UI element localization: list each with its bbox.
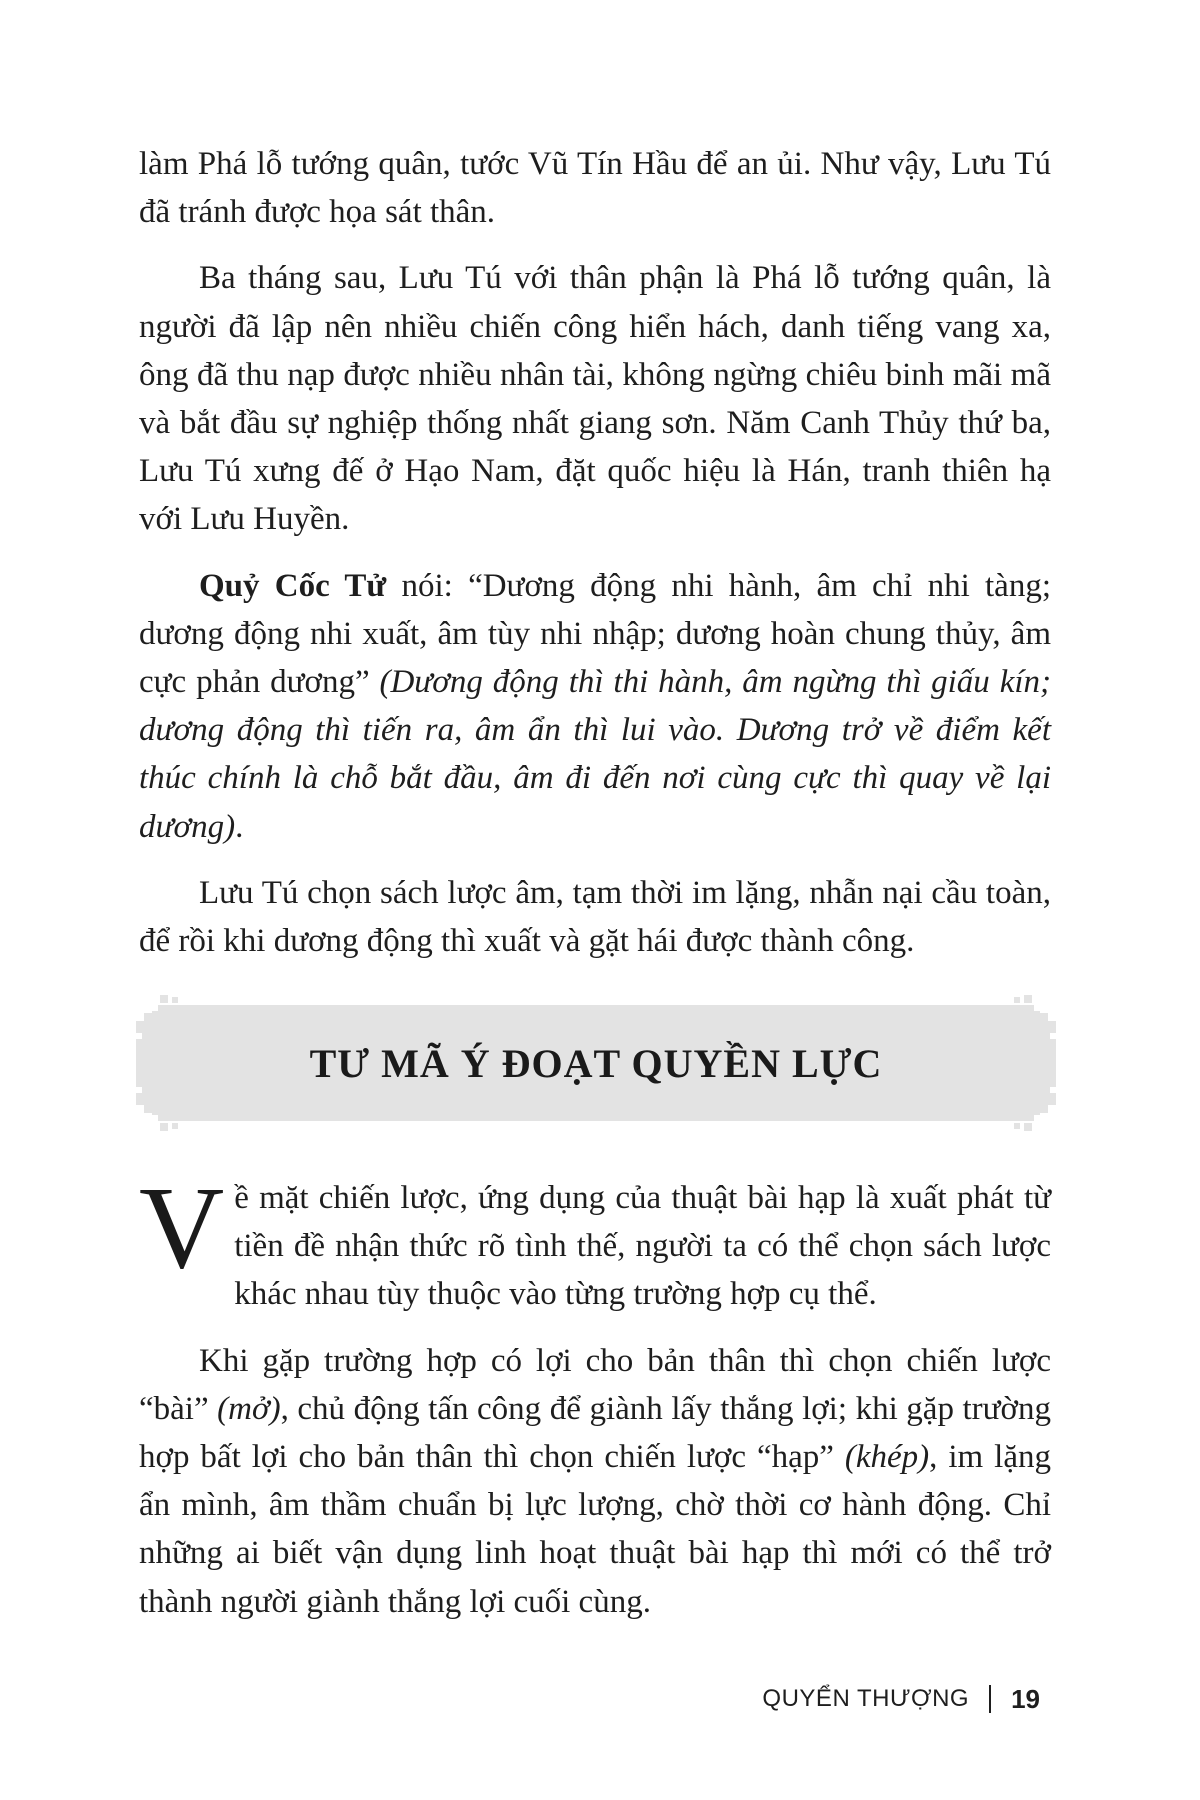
bottom-text-block xyxy=(139,1162,1052,1626)
section-title: TƯ MÃ Ý ĐOẠT QUYỀN LỰC xyxy=(309,1040,883,1086)
running-head: QUYỂN THƯỢNG xyxy=(762,1685,970,1712)
quote-text: nói: “Dương động nhi hành, âm chỉ nhi tàng; dương động nhi xuất, âm tùy nhi nhập; dương hoàn chung thủy, âm cực phản dương” xyxy=(139,567,1051,701)
paragraph-text: Khi gặp trường hợp có lợi cho bản thân thì chọn chiến lược “bài” xyxy=(139,1342,1051,1427)
paragraph xyxy=(139,140,1051,236)
paragraph-text: Ba tháng sau, Lưu Tú với thân phận là Phá lỗ tướng quân, là người đã lập nên nhiều chiến công hiển hách, danh tiếng vang xa, ông đã thu nạp được nhiều nhân tài, không ngừng chiêu binh mãi mã và bắt đầu sự nghiệp thống nhất giang sơn. Năm Canh Thủy thứ ba, Lưu Tú xưng đế ở Hạo Nam, đặt quốc hiệu là Hán, tranh thiên hạ với Lưu Huyền. xyxy=(139,260,1051,538)
italic-term: (mở) xyxy=(217,1390,281,1427)
page-number: 19 xyxy=(1011,1683,1040,1714)
drop-cap-paragraph xyxy=(139,1162,1051,1319)
top-text-block xyxy=(139,140,1051,965)
section-heading-banner xyxy=(136,993,1056,1133)
punctuation: . xyxy=(235,808,244,845)
quote-paragraph xyxy=(139,562,1051,851)
paragraph-text: làm Phá lỗ tướng quân, tước Vũ Tín Hầu để an ủi. Như vậy, Lưu Tú đã tránh được họa sát thân. xyxy=(139,146,1051,231)
paragraph xyxy=(139,1337,1051,1626)
paragraph-text: , chủ động tấn công để giành lấy thắng lợi; khi gặp trường hợp bất lợi cho bản thân thì chọn chiến lược “hạp” xyxy=(139,1390,1052,1476)
footer-divider xyxy=(989,1685,991,1713)
paragraph xyxy=(139,869,1051,965)
paragraph-text: Lưu Tú chọn sách lược âm, tạm thời im lặng, nhẫn nại cầu toàn, để rồi khi dương động thì xuất và gặt hái được thành công. xyxy=(139,874,1051,960)
drop-cap-letter: V xyxy=(139,1162,225,1293)
page-footer xyxy=(762,1679,1040,1719)
italic-term: (khép) xyxy=(844,1439,930,1476)
author-name: Quỷ Cốc Tử xyxy=(199,567,387,604)
paragraph-text: ề mặt chiến lược, ứng dụng của thuật bài hạp là xuất phát từ tiền đề nhận thức rõ tình thế, người ta có thể chọn sách lược khác nhau tùy thuộc vào từng trường hợp cụ thể. xyxy=(234,1180,1051,1313)
paragraph-text: , im lặng ẩn mình, âm thầm chuẩn bị lực lượng, chờ thời cơ hành động. Chỉ những ai biết vận dụng linh hoạt thuật bài hạp thì mới có thể trở thành người giành thắng lợi cuối cùng. xyxy=(139,1439,1051,1620)
paragraph xyxy=(139,254,1051,543)
quote-translation: (Dương động thì thi hành, âm ngừng thì giấu kín; dương động thì tiến ra, âm ẩn thì lui vào. Dương trở về điểm kết thúc chính là chỗ bắt đầu, âm đi đến nơi cùng cực thì quay về lại dương) xyxy=(139,664,1051,845)
